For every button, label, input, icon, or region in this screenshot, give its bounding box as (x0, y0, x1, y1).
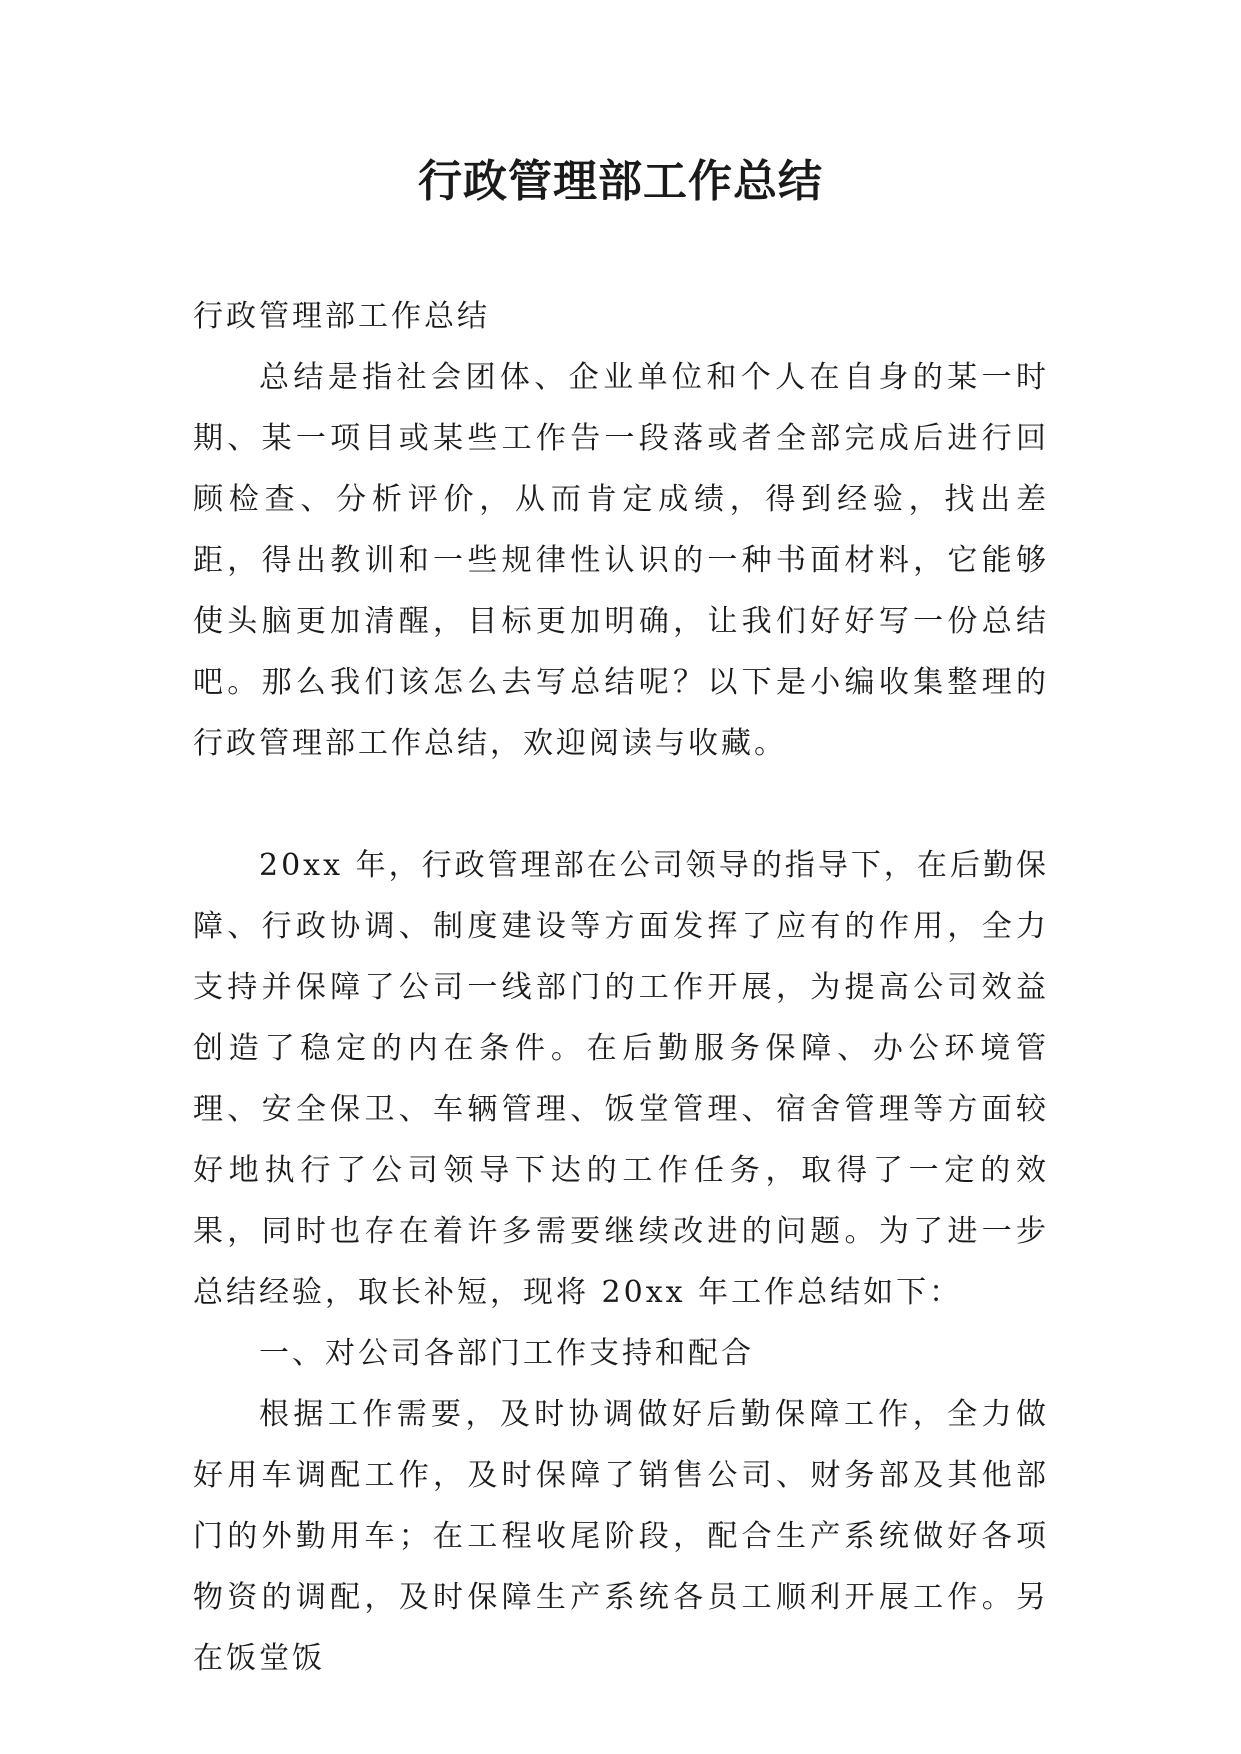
paragraph-overview: 20xx 年，行政管理部在公司领导的指导下，在后勤保障、行政协调、制度建设等方面发挥了应有的作用，全力支持并保障了公司一线部门的工作开展，为提高公司效益创造了稳定的内在条件。在后勤服务保障、办公环境管理、安全保卫、车辆管理、饭堂管理、宿舍管理等方面较好地执行了公司领导下达的工作任务，取得了一定的效果，同时也存在着许多需要继续改进的问题。为了进一步总结经验，取长补短，现将 20xx 年工作总结如下： (193, 848, 1049, 1310)
paragraph-gap (193, 774, 1049, 835)
paragraph-section-one: 根据工作需要，及时协调做好后勤保障工作，全力做好用车调配工作，及时保障了销售公司、财务部及其他部门的外勤用车；在工程收尾阶段，配合生产系统做好各项物资的调配，及时保障生产系统各员工顺利开展工作。另在饭堂饭 (193, 1397, 1049, 1676)
document-subtitle: 行政管理部工作总结 (193, 299, 490, 334)
document-title: 行政管理部工作总结 (418, 156, 823, 207)
section-heading: 一、对公司各部门工作支持和配合 (259, 1336, 754, 1371)
document-body (193, 286, 1049, 1689)
paragraph-intro: 总结是指社会团体、企业单位和个人在自身的某一时期、某一项目或某些工作告一段落或者全部完成后进行回顾检查、分析评价，从而肯定成绩，得到经验，找出差距，得出教训和一些规律性认识的一种书面材料，它能够使头脑更加清醒，目标更加明确，让我们好好写一份总结吧。那么我们该怎么去写总结呢？以下是小编收集整理的行政管理部工作总结，欢迎阅读与收藏。 (193, 360, 1049, 761)
